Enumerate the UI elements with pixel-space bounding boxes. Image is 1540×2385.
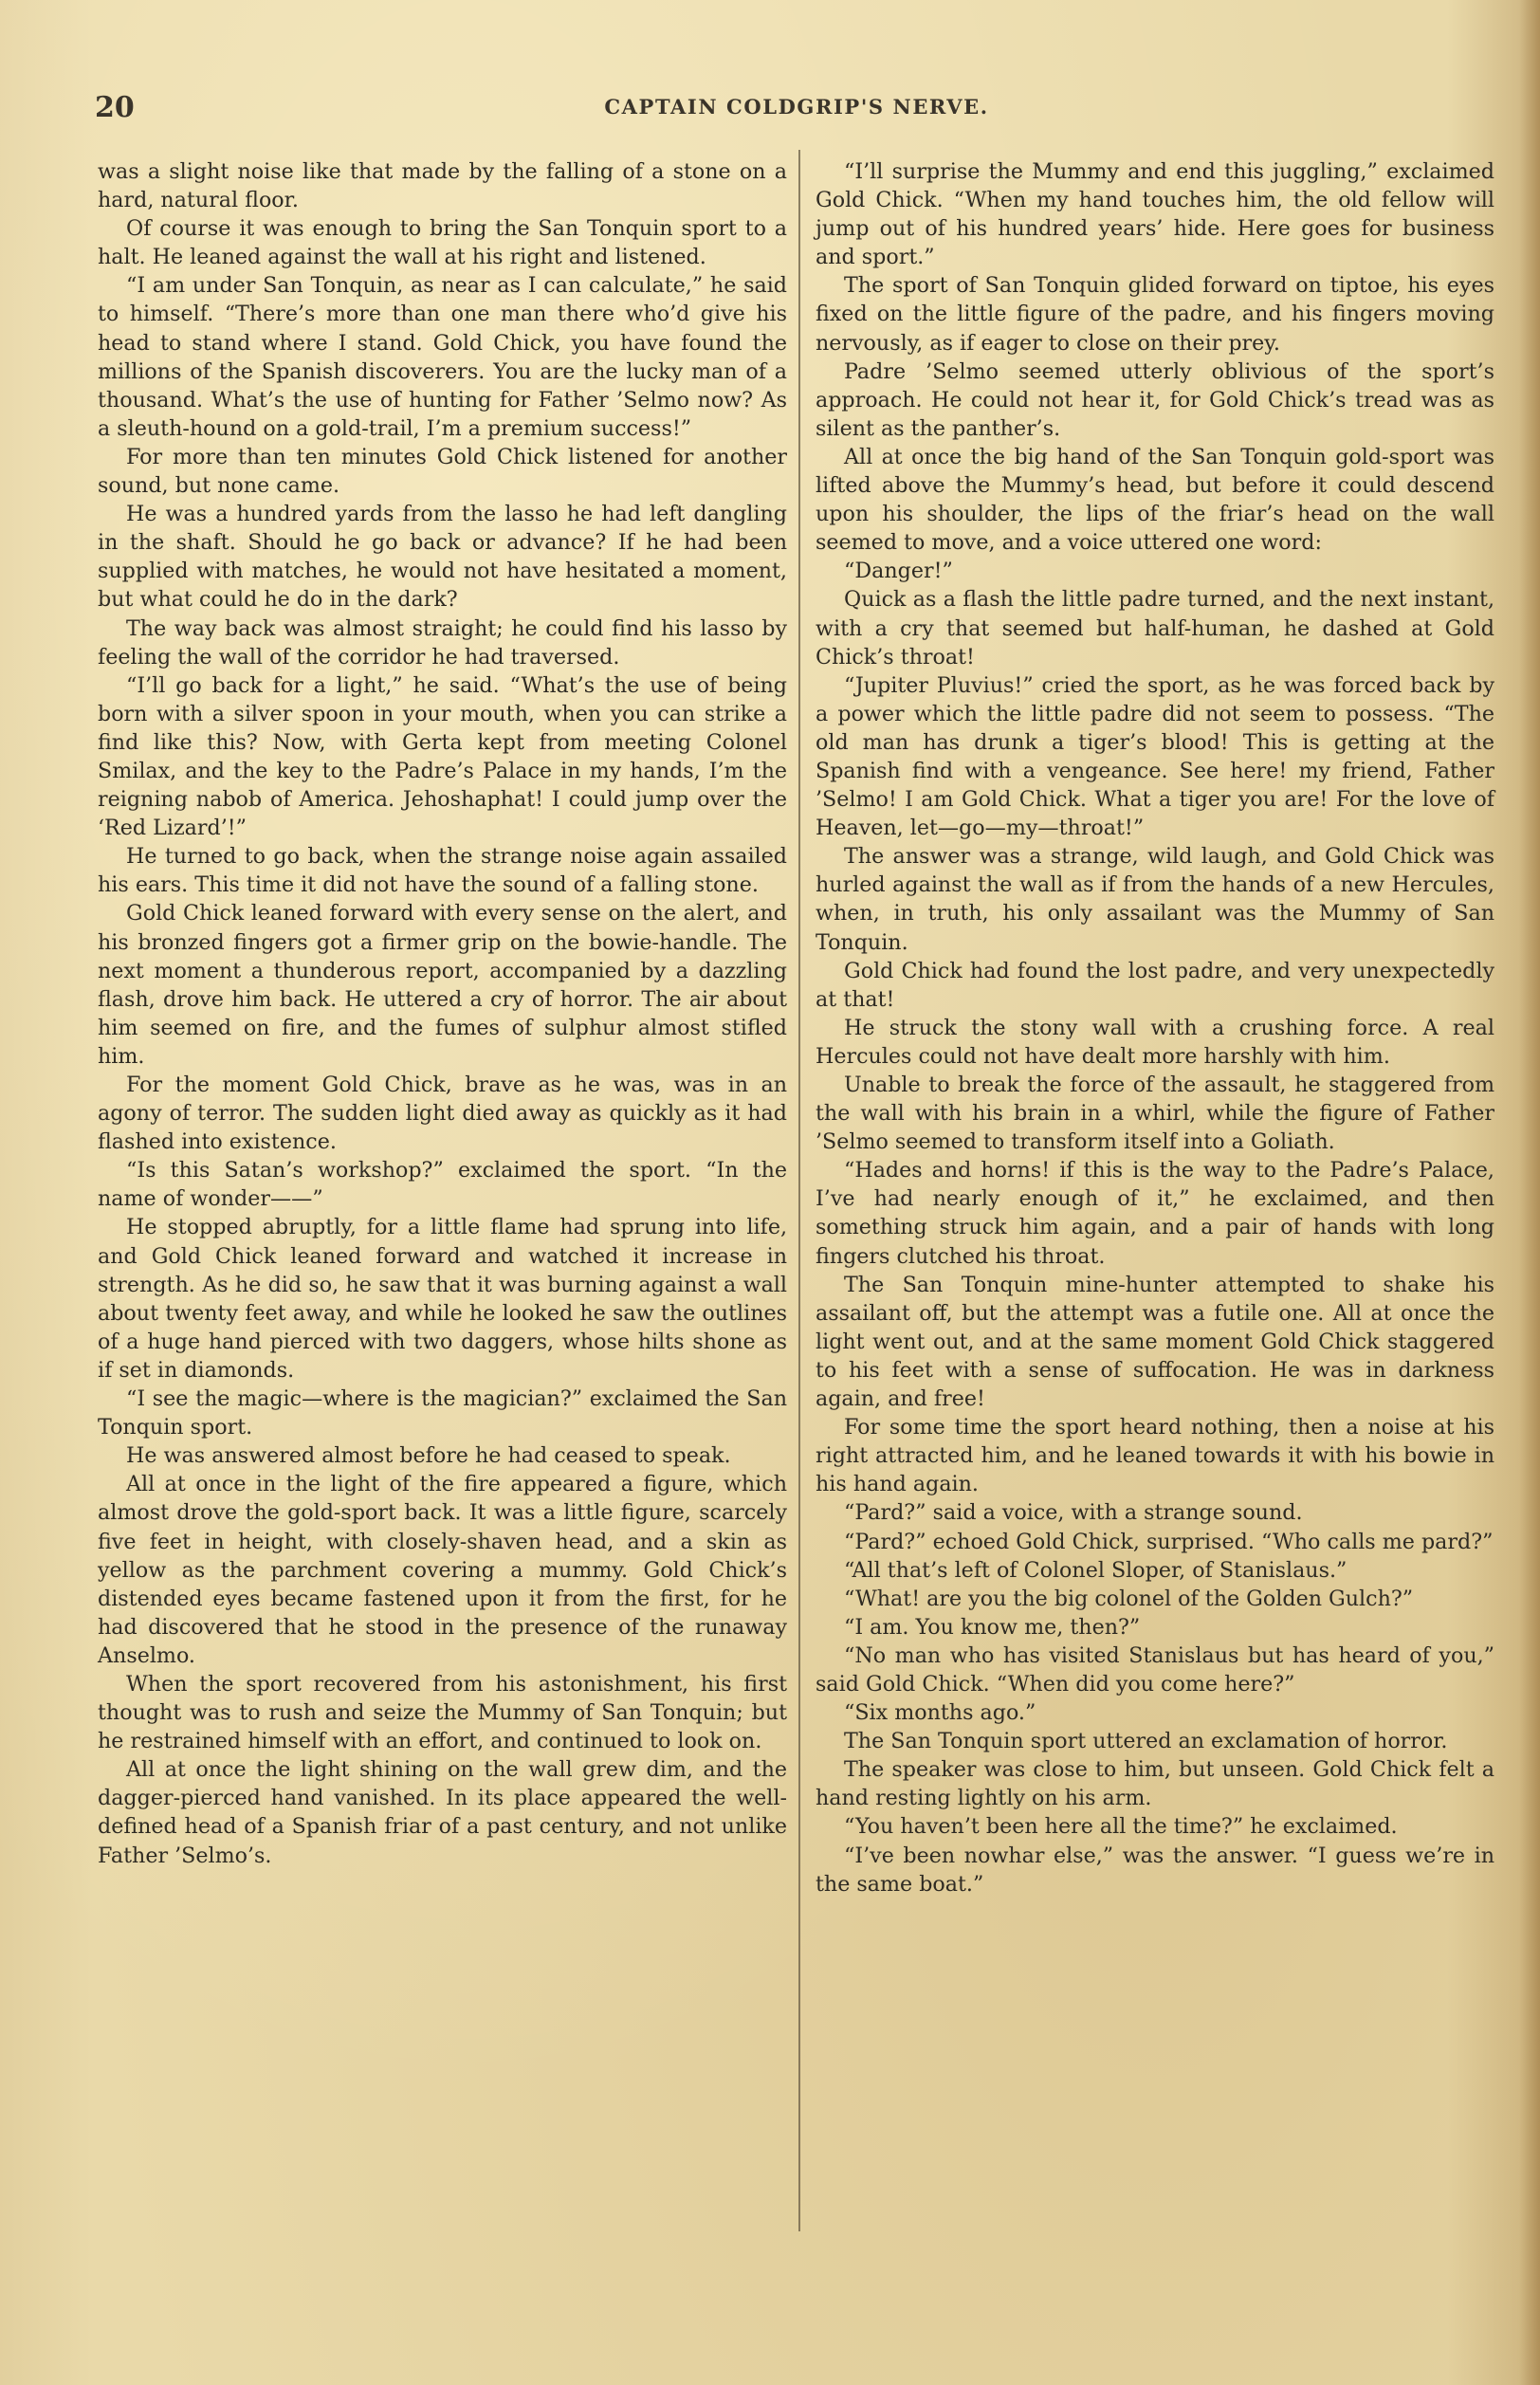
paragraph: The speaker was close to him, but unseen. Gold Chick felt a hand resting lightly on his arm. [816,1757,1494,1811]
paragraph: The answer was a strange, wild laugh, and Gold Chick was hurled against the wall as if from the hands of a new Hercules, when, in truth, his only assailant was the Mummy of San Tonquin. [816,844,1494,955]
paragraph: “Pard?” echoed Gold Chick, surprised. “Who calls me pard?” [844,1529,1494,1554]
paragraph: He turned to go back, when the strange noise again assailed his ears. This time it did not have the sound of a falling stone. [98,844,787,898]
paragraph: “I’ve been nowhar else,” was the answer. “I guess we’re in the same boat.” [816,1843,1494,1897]
paragraph: The San Tonquin mine-hunter attempted to shake his assailant off, but the attempt was a futile one. All at once the light went out, and at the same moment Gold Chick staggered to his feet with a sense of suffocation. He was in darkness again, and free! [816,1272,1494,1412]
running-title: CAPTAIN COLDGRIP'S NERVE. [604,95,989,119]
paragraph: He stopped abruptly, for a little flame had sprung into life, and Gold Chick leaned forward and watched it increase in strength. As he did so, he saw that it was burning against a wall about twenty feet away, and while he looked he saw the outlines of a huge hand pierced with two daggers, whose hilts shone as if set in diamonds. [98,1215,787,1383]
page-number: 20 [95,91,135,124]
paragraph: The way back was almost straight; he could find his lasso by feeling the wall of the corridor he had traversed. [98,615,787,670]
paragraph: All at once the big hand of the San Tonquin gold-sport was lifted above the Mummy’s head, but before it could descend upon his shoulder, the lips of the friar’s head on the wall seemed to move, and a voice uttered one word: [816,444,1494,556]
paragraph: All at once the light shining on the wall grew dim, and the dagger-pierced hand vanished. In its place appeared the well-defined head of a Spanish friar of a past century, and not unlike Father ’Selmo’s. [98,1757,787,1868]
paragraph: He struck the stony wall with a crushing force. A real Hercules could not have dealt more harshly with him. [816,1015,1494,1069]
paragraph: “Danger!” [844,559,953,584]
paragraph: For more than ten minutes Gold Chick listened for another sound, but none came. [98,444,787,499]
paragraph: All at once in the light of the fire appeared a figure, which almost drove the gold-sport back. It was a little figure, scarcely five feet in height, with closely-shaven head, and a skin as yellow as the parchment covering a mummy. Gold Chick’s distended eyes became fastened upon it from the first, for he had discovered that he stood in the presence of the runaway Anselmo. [98,1472,787,1668]
paragraph: “You haven’t been here all the time?” he exclaimed. [844,1814,1398,1840]
paragraph: The San Tonquin sport uttered an exclamation of horror. [844,1729,1448,1754]
paragraph: “I am. You know me, then?” [844,1614,1141,1640]
left-column [98,157,787,1870]
paragraph: The sport of San Tonquin glided forward on tiptoe, his eyes fixed on the little figure of the padre, and his fingers moving nervously, as if eager to close on their prey. [816,273,1494,356]
paragraph: “I see the magic—where is the magician?” exclaimed the San Tonquin sport. [98,1386,787,1440]
paragraph: “Jupiter Pluvius!” cried the sport, as he was forced back by a power which the little padre did not seem to possess. “The old man has drunk a tiger’s blood! This is getting at the Spanish find with a vengeance. See here! my friend, Father ’Selmo! I am Gold Chick. What a tiger you are! For the love of Heaven, let—go—my—throat!” [816,672,1494,841]
paragraph: “All that’s left of Colonel Sloper, of Stanislaus.” [844,1557,1348,1583]
paragraph: Unable to break the force of the assault, he staggered from the wall with his brain in a whirl, while the figure of Father ’Selmo seemed to transform itself into a Goliath. [816,1073,1494,1155]
paragraph: “Is this Satan’s workshop?” exclaimed the sport. “In the name of wonder——” [98,1158,787,1212]
paragraph: For some time the sport heard nothing, then a noise at his right attracted him, and he leaned towards it with his bowie in his hand again. [816,1415,1494,1497]
paragraph: For the moment Gold Chick, brave as he was, was in an agony of terror. The sudden light died away as quickly as it had flashed into existence. [98,1073,787,1155]
paragraph: Quick as a flash the little padre turned, and the next instant, with a cry that seemed but half-human, he dashed at Gold Chick’s throat! [816,587,1494,670]
paragraph: He was answered almost before he had ceased to speak. [126,1443,731,1469]
paragraph: Gold Chick leaned forward with every sense on the alert, and his bronzed fingers got a firmer grip on the bowie-handle. The next moment a thunderous report, accompanied by a dazzling flash, drove him back. He uttered a cry of horror. The air about him seemed on fire, and the fumes of sulphur almost stifled him. [98,901,787,1069]
paragraph: He was a hundred yards from the lasso he had left dangling in the shaft. Should he go back or advance? If he had been supplied with matches, he would not have hesitated a moment, but what could he do in the dark? [98,502,787,613]
paragraph: Padre ’Selmo seemed utterly oblivious of the sport’s approach. He could not hear it, for Gold Chick’s tread was as silent as the panther’s. [816,358,1494,441]
paragraph: “Hades and horns! if this is the way to the Padre’s Palace, I’ve had nearly enough of it,” he exclaimed, and then something struck him again, and a pair of hands with long fingers clutched his throat. [816,1158,1494,1269]
paragraph: “I am under San Tonquin, as near as I can calculate,” he said to himself. “There’s more than one man there who’d give his head to stand where I stand. Gold Chick, you have found the millions of the Spanish discoverers. You are the lucky man of a thousand. What’s the use of hunting for Father ’Selmo now? As a sleuth-hound on a gold-trail, I’m a premium success!” [98,273,787,441]
paragraph: was a slight noise like that made by the falling of a stone on a hard, natural floor. [98,159,787,213]
paragraph: When the sport recovered from his astonishment, his first thought was to rush and seize the Mummy of San Tonquin; but he restrained himself with an effort, and continued to look on. [98,1671,787,1754]
paragraph: “Pard?” said a voice, with a strange sound. [844,1500,1303,1526]
paragraph: “I’ll surprise the Mummy and end this juggling,” exclaimed Gold Chick. “When my hand touches him, the old fellow will jump out of his hundred years’ hide. Here goes for business and sport.” [816,159,1494,270]
paragraph: “Six months ago.” [844,1700,1036,1726]
page-header [95,91,1498,129]
page-edge-shadow [1519,0,1540,2385]
column-divider [798,150,800,2231]
paragraph: “No man who has visited Stanislaus but has heard of you,” said Gold Chick. “When did you come here?” [816,1642,1494,1697]
paragraph: Gold Chick had found the lost padre, and very unexpectedly at that! [816,958,1494,1012]
paragraph: “What! are you the big colonel of the Golden Gulch?” [844,1586,1414,1611]
paragraph: “I’ll go back for a light,” he said. “What’s the use of being born with a silver spoon in your mouth, when you can strike a find like this? Now, with Gerta kept from meeting Colonel Smilax, and the key to the Padre’s Palace in my hands, I’m the reigning nabob of America. Jehoshaphat! I could jump over the ‘Red Lizard’!” [98,672,787,841]
paragraph: Of course it was enough to bring the San Tonquin sport to a halt. He leaned against the wall at his right and listened. [98,216,787,270]
right-column [816,157,1494,1899]
